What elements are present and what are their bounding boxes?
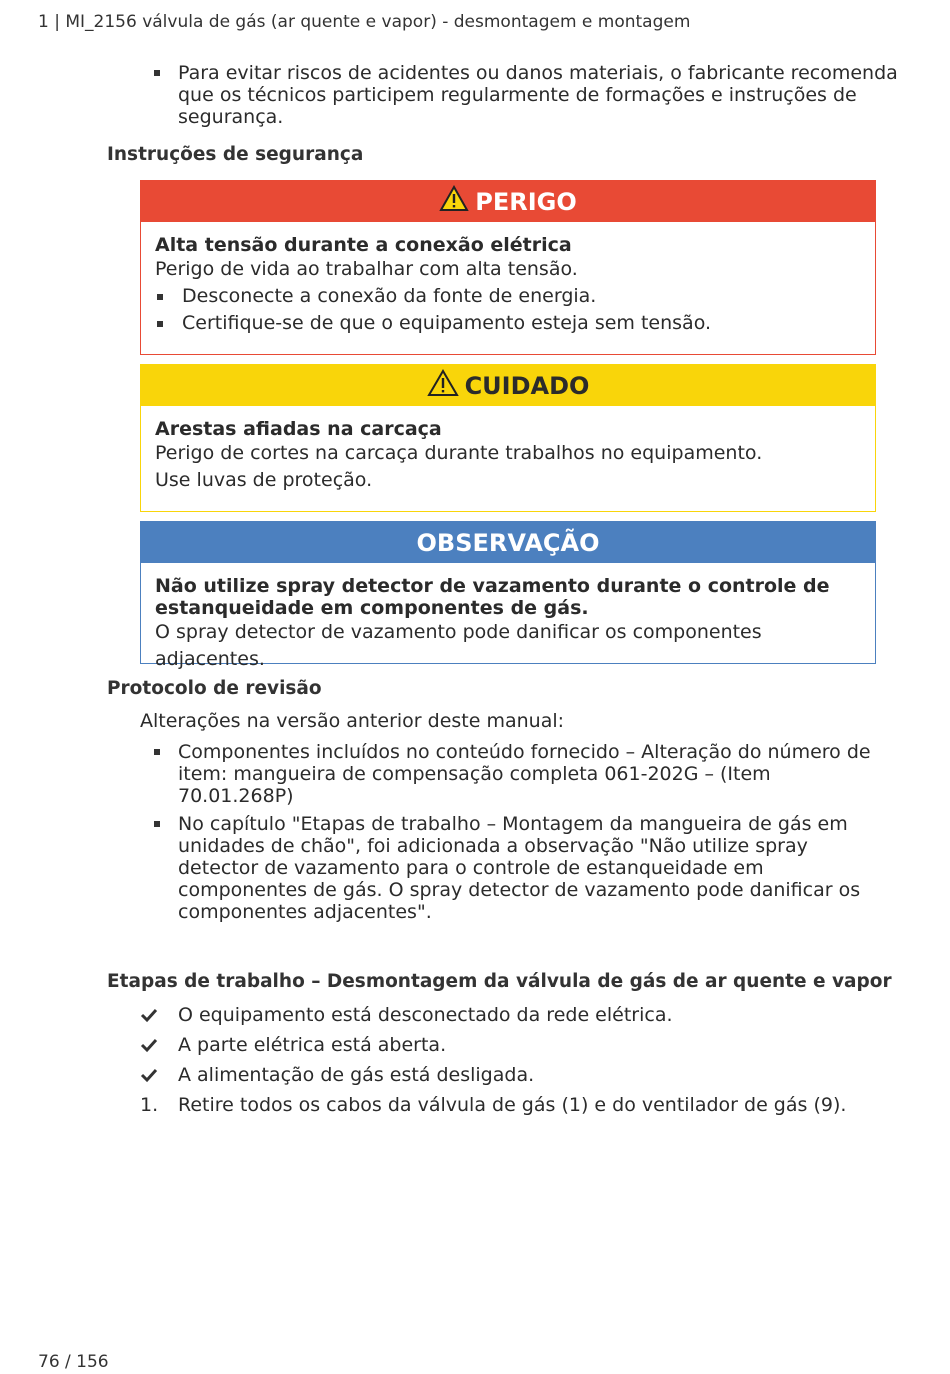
intro-list xyxy=(140,62,900,128)
revision-list xyxy=(140,741,880,923)
bullet-icon xyxy=(154,821,160,827)
check-text: A parte elétrica está aberta. xyxy=(178,1034,447,1056)
page-header: 1 | MI_2156 válvula de gás (ar quente e vapor) - desmontagem e montagem xyxy=(38,12,691,32)
warning-triangle-icon xyxy=(439,185,469,218)
check-text: A alimentação de gás está desligada. xyxy=(178,1064,535,1086)
warning-triangle-icon xyxy=(427,369,459,403)
page-number: 76 / 156 xyxy=(38,1352,109,1372)
list-item xyxy=(140,741,880,807)
note-header xyxy=(141,522,875,563)
danger-box xyxy=(140,180,876,355)
danger-body xyxy=(141,222,875,347)
caution-line: Perigo de cortes na carcaça durante trabalhos no equipamento. xyxy=(155,442,763,464)
note-title: Não utilize spray detector de vazamento durante o controle de estanqueidade em componentes de gás. xyxy=(155,575,830,619)
bullet-icon xyxy=(154,749,160,755)
list-item xyxy=(140,1030,846,1060)
note-text: O spray detector de vazamento pode danificar os componentes adjacentes. xyxy=(155,621,762,670)
bullet-icon xyxy=(157,321,163,327)
danger-header xyxy=(141,181,875,222)
danger-bullet: Certifique-se de que o equipamento esteja sem tensão. xyxy=(182,312,712,334)
check-text: O equipamento está desconectado da rede elétrica. xyxy=(178,1004,673,1026)
bullet-icon xyxy=(157,294,163,300)
list-item xyxy=(155,283,861,310)
list-item xyxy=(140,1060,846,1090)
checkmark-icon xyxy=(140,1000,164,1032)
caution-line: Use luvas de proteção. xyxy=(155,469,373,491)
bullet-icon xyxy=(154,70,160,76)
caution-body xyxy=(141,406,875,504)
revision-item-text: Componentes incluídos no conteúdo fornecido – Alteração do número de item: mangueira de compensação completa 061-202G – (Item 70.01.268P) xyxy=(178,741,871,807)
caution-header xyxy=(141,365,875,406)
checkmark-icon xyxy=(140,1060,164,1092)
steps-heading: Etapas de trabalho – Desmontagem da válvula de gás de ar quente e vapor xyxy=(107,971,892,992)
step-text: Retire todos os cabos da válvula de gás (1) e do ventilador de gás (9). xyxy=(178,1094,847,1116)
list-item xyxy=(140,1000,846,1030)
note-label: OBSERVAÇÃO xyxy=(416,528,600,557)
caution-title: Arestas afiadas na carcaça xyxy=(155,418,442,440)
list-item xyxy=(140,1090,846,1120)
note-box xyxy=(140,521,876,670)
safety-instructions-heading: Instruções de segurança xyxy=(107,144,364,165)
danger-label: PERIGO xyxy=(475,187,577,216)
danger-bullet: Desconecte a conexão da fonte de energia. xyxy=(182,285,597,307)
caution-box xyxy=(140,364,876,512)
list-item xyxy=(140,813,880,923)
checkmark-icon xyxy=(140,1030,164,1062)
list-item xyxy=(155,310,861,337)
danger-title: Alta tensão durante a conexão elétrica xyxy=(155,234,572,256)
step-number: 1. xyxy=(140,1094,159,1116)
revision-heading: Protocolo de revisão xyxy=(107,678,322,699)
note-body xyxy=(141,563,875,683)
danger-text: Perigo de vida ao trabalhar com alta tensão. xyxy=(155,258,578,280)
intro-bullet-text: Para evitar riscos de acidentes ou danos materiais, o fabricante recomenda que os técnicos participem regularmente de formações e instruções de segurança. xyxy=(178,62,898,128)
revision-item-text: No capítulo "Etapas de trabalho – Montagem da mangueira de gás em unidades de chão", foi adicionada a observação "Não utilize spray detector de vazamento para o controle de estanqueidade em componentes de gás. O spray detector de vazamento pode danificar os componentes adjacentes". xyxy=(178,813,861,923)
list-item xyxy=(140,62,900,128)
caution-label: CUIDADO xyxy=(464,371,590,400)
steps-list xyxy=(140,1000,846,1120)
revision-intro: Alterações na versão anterior deste manual: xyxy=(140,710,565,732)
